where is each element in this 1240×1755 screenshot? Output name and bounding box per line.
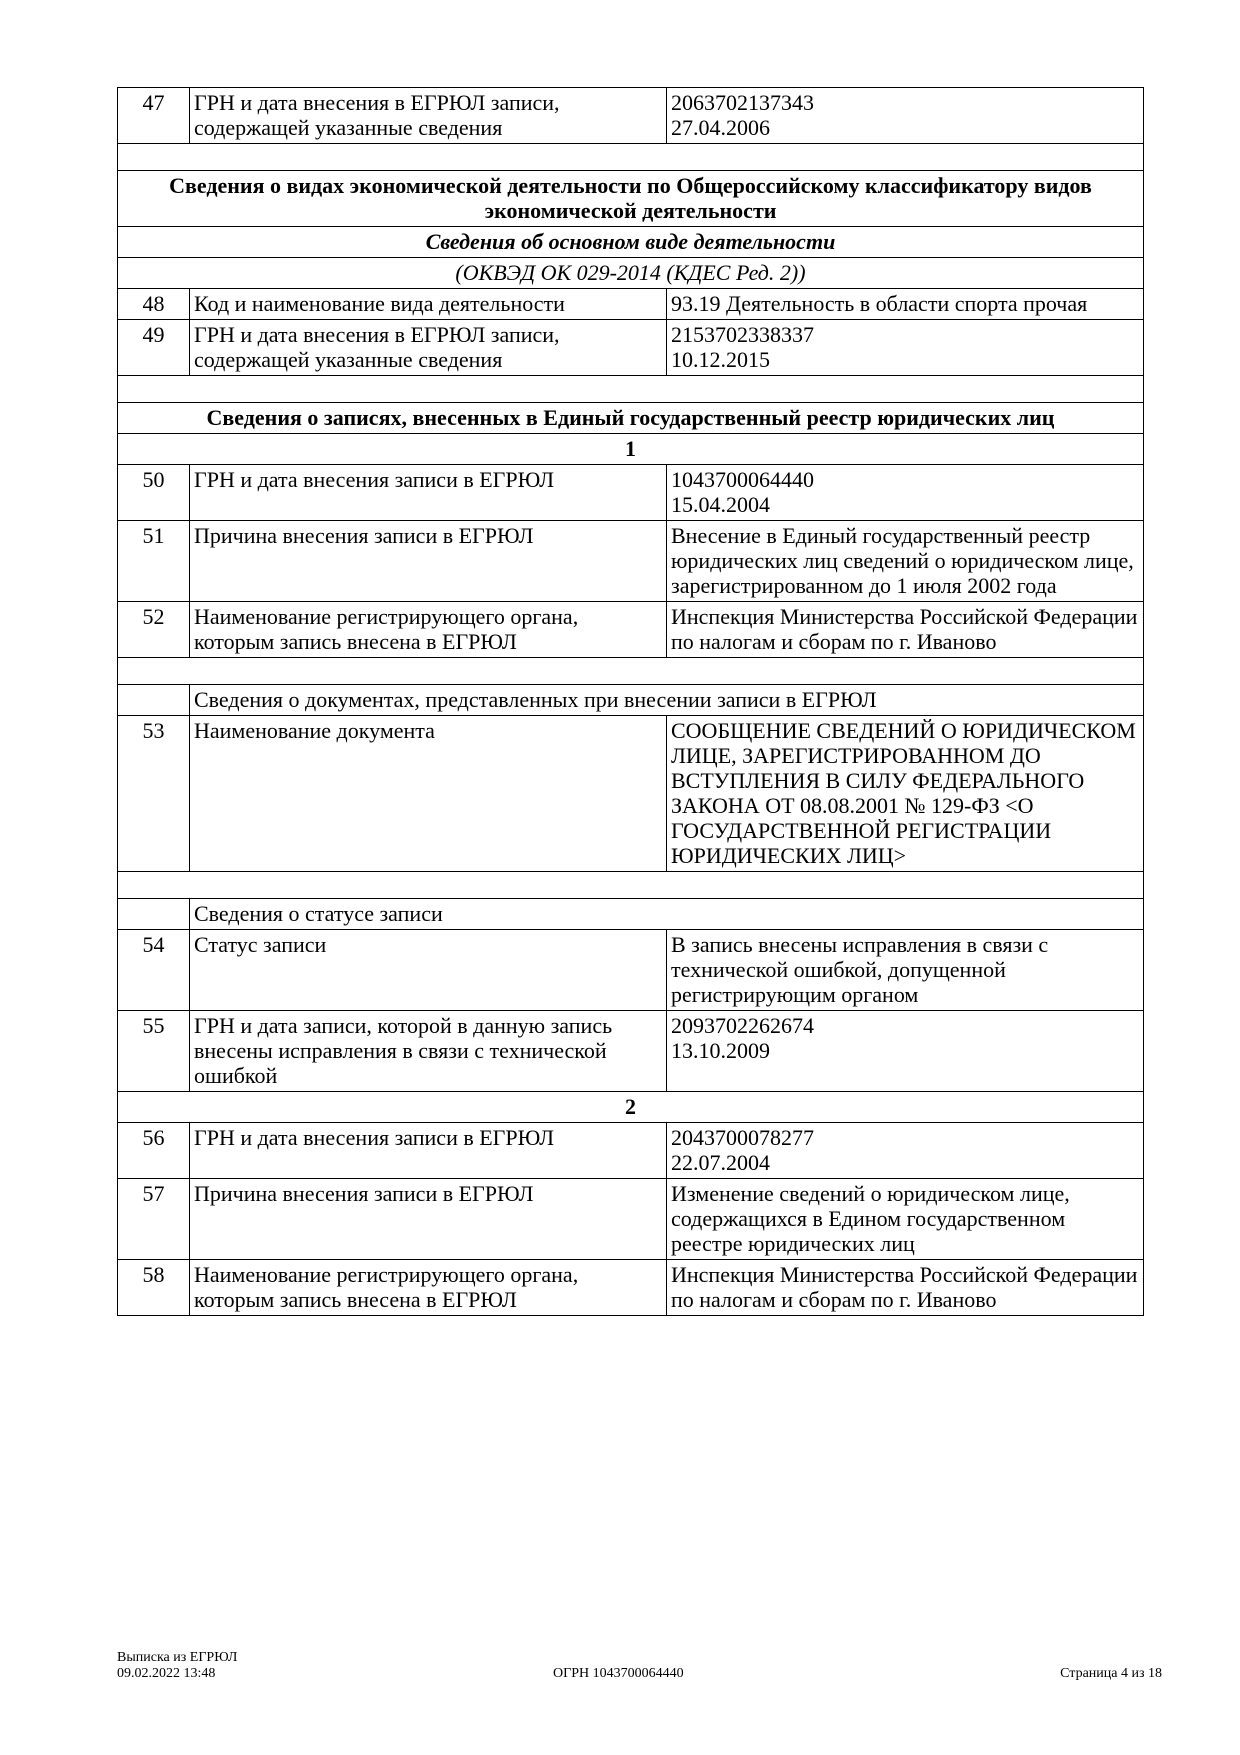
field-row [118, 521, 1144, 602]
field-label: ГРН и дата внесения записи в ЕГРЮЛ [190, 465, 667, 521]
field-label: Причина внесения записи в ЕГРЮЛ [190, 521, 667, 602]
field-value [667, 465, 1144, 521]
record-number: 1 [118, 434, 1144, 465]
section-header: Сведения о записях, внесенных в Единый государственный реестр юридических лиц [118, 403, 1144, 434]
field-value [667, 521, 1144, 602]
row-number: 51 [118, 521, 190, 602]
subsection-header-row [118, 227, 1144, 258]
field-value [667, 1011, 1144, 1092]
field-value-line: 2043700078277 [671, 1125, 814, 1150]
field-label: ГРН и дата внесения в ЕГРЮЛ записи, содержащей указанные сведения [190, 320, 667, 376]
field-value [667, 1123, 1144, 1179]
row-number: 54 [118, 930, 190, 1011]
field-value-line: 10.12.2015 [671, 347, 770, 372]
spacer-cell [118, 376, 1144, 403]
field-row [118, 320, 1144, 376]
field-label: ГРН и дата внесения в ЕГРЮЛ записи, содержащей указанные сведения [190, 88, 667, 144]
field-value-line: 93.19 Деятельность в области спорта прочая [671, 291, 1088, 316]
record-number-row [118, 434, 1144, 465]
field-row [118, 930, 1144, 1011]
field-value [667, 320, 1144, 376]
spacer-row [118, 376, 1144, 403]
field-value [667, 930, 1144, 1011]
footer-ogrn: ОГРН 1043700064440 [553, 1666, 684, 1681]
field-row [118, 716, 1144, 872]
field-value-line: 22.07.2004 [671, 1150, 770, 1175]
field-value-line: Инспекция Министерства Российской Федерации по налогам и сборам по г. Иваново [671, 604, 1138, 654]
field-row [118, 465, 1144, 521]
field-value-line: СООБЩЕНИЕ СВЕДЕНИЙ О ЮРИДИЧЕСКОМ ЛИЦЕ, ЗАРЕГИСТРИРОВАННОМ ДО ВСТУПЛЕНИЯ В СИЛУ ФЕДЕРАЛЬНОГО ЗАКОНА ОТ 08.08.2001 № 129-ФЗ <О ГОСУДАРСТВЕННОЙ РЕГИСТРАЦИИ ЮРИДИЧЕСКИХ ЛИЦ> [671, 718, 1136, 868]
field-row [118, 1011, 1144, 1092]
field-value-line: 15.04.2004 [671, 492, 770, 517]
spacer-row [118, 658, 1144, 685]
empty-number-cell [118, 899, 190, 930]
section-header-row [118, 171, 1144, 227]
empty-number-cell [118, 685, 190, 716]
field-row [118, 1179, 1144, 1260]
record-number: 2 [118, 1092, 1144, 1123]
group-header: Сведения о документах, представленных при внесении записи в ЕГРЮЛ [190, 685, 1144, 716]
field-value-line: 2153702338337 [671, 322, 814, 347]
field-value [667, 88, 1144, 144]
field-label: Код и наименование вида деятельности [190, 289, 667, 320]
row-number: 47 [118, 88, 190, 144]
field-label: ГРН и дата записи, которой в данную запись внесены исправления в связи с технической ошибкой [190, 1011, 667, 1092]
footer-left [117, 1650, 237, 1682]
section-header: Сведения о видах экономической деятельности по Общероссийскому классификатору видов экономической деятельности [118, 171, 1144, 227]
field-label: Наименование документа [190, 716, 667, 872]
field-row [118, 602, 1144, 658]
row-number: 57 [118, 1179, 190, 1260]
field-value [667, 289, 1144, 320]
group-header-row [118, 685, 1144, 716]
row-number: 55 [118, 1011, 190, 1092]
row-number: 58 [118, 1260, 190, 1316]
footer-doc-title: Выписка из ЕГРЮЛ [117, 1650, 238, 1665]
classifier-note: (ОКВЭД ОК 029-2014 (КДЕС Ред. 2)) [118, 258, 1144, 289]
field-value-line: В запись внесены исправления в связи с технической ошибкой, допущенной регистрирующим органом [671, 932, 1049, 1007]
field-value-line: Инспекция Министерства Российской Федерации по налогам и сборам по г. Иваново [671, 1262, 1138, 1312]
field-value-line: 27.04.2006 [671, 115, 770, 140]
field-row [118, 1260, 1144, 1316]
spacer-cell [118, 144, 1144, 171]
row-number: 49 [118, 320, 190, 376]
egrul-extract-table [117, 87, 1144, 1316]
footer-page-number: Страница 4 из 18 [1060, 1666, 1162, 1681]
classifier-note-row [118, 258, 1144, 289]
field-value [667, 716, 1144, 872]
row-number: 52 [118, 602, 190, 658]
section-header-row [118, 403, 1144, 434]
field-label: ГРН и дата внесения записи в ЕГРЮЛ [190, 1123, 667, 1179]
field-row [118, 289, 1144, 320]
field-value-line: 13.10.2009 [671, 1038, 770, 1063]
field-label: Статус записи [190, 930, 667, 1011]
row-number: 50 [118, 465, 190, 521]
field-value-line: 1043700064440 [671, 467, 814, 492]
row-number: 53 [118, 716, 190, 872]
field-label: Наименование регистрирующего органа, которым запись внесена в ЕГРЮЛ [190, 1260, 667, 1316]
subsection-header: Сведения об основном виде деятельности [118, 227, 1144, 258]
field-label: Наименование регистрирующего органа, которым запись внесена в ЕГРЮЛ [190, 602, 667, 658]
spacer-row [118, 144, 1144, 171]
spacer-cell [118, 872, 1144, 899]
group-header-row [118, 899, 1144, 930]
field-row [118, 1123, 1144, 1179]
spacer-row [118, 872, 1144, 899]
field-value-line: Внесение в Единый государственный реестр юридических лиц сведений о юридическом лице, зарегистрированном до 1 июля 2002 года [671, 523, 1134, 598]
field-value [667, 1179, 1144, 1260]
field-value [667, 1260, 1144, 1316]
group-header: Сведения о статусе записи [190, 899, 1144, 930]
footer-datetime: 09.02.2022 13:48 [117, 1666, 216, 1681]
spacer-cell [118, 658, 1144, 685]
field-value-line: Изменение сведений о юридическом лице, содержащихся в Едином государственном реестре юридических лиц [671, 1181, 1070, 1256]
row-number: 48 [118, 289, 190, 320]
field-value-line: 2093702262674 [671, 1013, 814, 1038]
field-value-line: 2063702137343 [671, 90, 814, 115]
field-row [118, 88, 1144, 144]
row-number: 56 [118, 1123, 190, 1179]
field-value [667, 602, 1144, 658]
field-label: Причина внесения записи в ЕГРЮЛ [190, 1179, 667, 1260]
record-number-row [118, 1092, 1144, 1123]
